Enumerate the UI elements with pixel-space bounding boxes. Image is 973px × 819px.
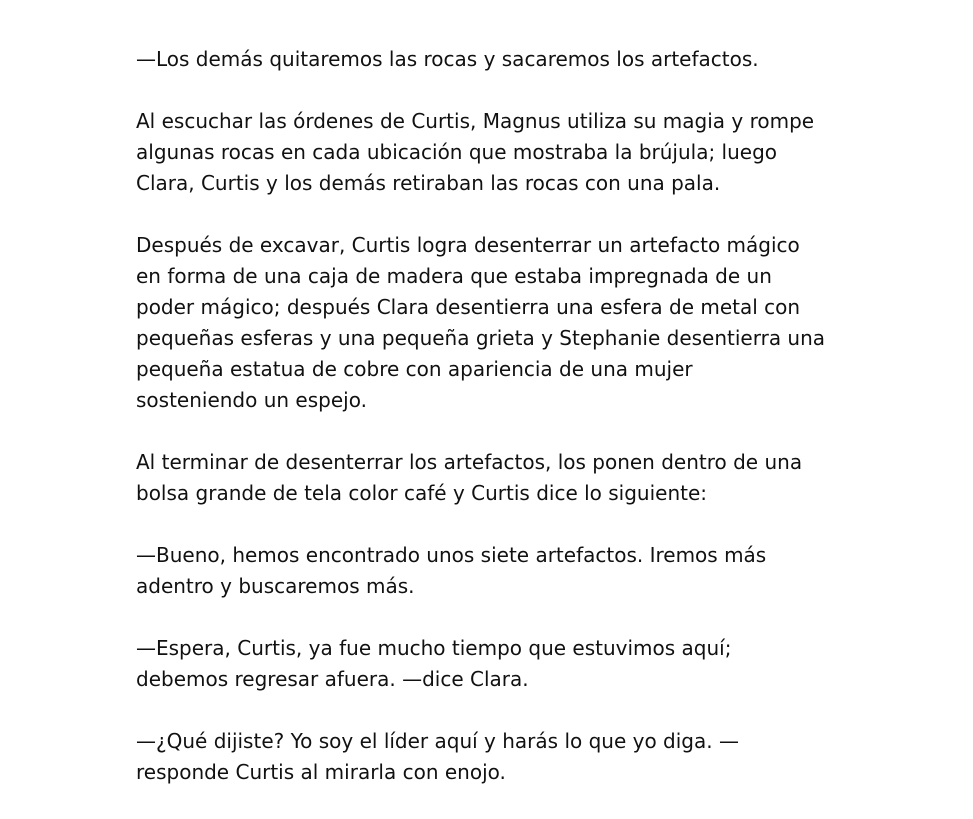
text-line: responde Curtis al mirarla con enojo. xyxy=(136,760,506,784)
text-line: —Bueno, hemos encontrado unos siete artefactos. Iremos más xyxy=(136,543,767,567)
paragraph-2 xyxy=(136,106,856,199)
paragraph-5 xyxy=(136,540,856,602)
text-line: algunas rocas en cada ubicación que mostraba la brújula; luego xyxy=(136,140,778,164)
paragraph-1 xyxy=(136,44,856,75)
text-line: —¿Qué dijiste? Yo soy el líder aquí y harás lo que yo diga. — xyxy=(136,729,739,753)
document-body xyxy=(136,44,856,819)
text-line: Al escuchar las órdenes de Curtis, Magnus utiliza su magia y rompe xyxy=(136,109,815,133)
text-line: adentro y buscaremos más. xyxy=(136,574,415,598)
text-line: —Los demás quitaremos las rocas y sacaremos los artefactos. xyxy=(136,47,759,71)
text-line: Clara, Curtis y los demás retiraban las rocas con una pala. xyxy=(136,171,721,195)
text-line: debemos regresar afuera. —dice Clara. xyxy=(136,667,529,691)
text-line: pequeñas esferas y una pequeña grieta y Stephanie desentierra una xyxy=(136,326,826,350)
paragraph-3 xyxy=(136,230,856,416)
text-line: bolsa grande de tela color café y Curtis dice lo siguiente: xyxy=(136,481,708,505)
paragraph-6 xyxy=(136,633,856,695)
text-line: Después de excavar, Curtis logra desenterrar un artefacto mágico xyxy=(136,233,800,257)
text-line: sosteniendo un espejo. xyxy=(136,388,367,412)
text-line: —Espera, Curtis, ya fue mucho tiempo que estuvimos aquí; xyxy=(136,636,732,660)
paragraph-7 xyxy=(136,726,856,788)
text-line: en forma de una caja de madera que estaba impregnada de un xyxy=(136,264,772,288)
text-line: Al terminar de desenterrar los artefactos, los ponen dentro de una xyxy=(136,450,803,474)
text-line: poder mágico; después Clara desentierra una esfera de metal con xyxy=(136,295,801,319)
text-line: pequeña estatua de cobre con apariencia de una mujer xyxy=(136,357,693,381)
paragraph-4 xyxy=(136,447,856,509)
